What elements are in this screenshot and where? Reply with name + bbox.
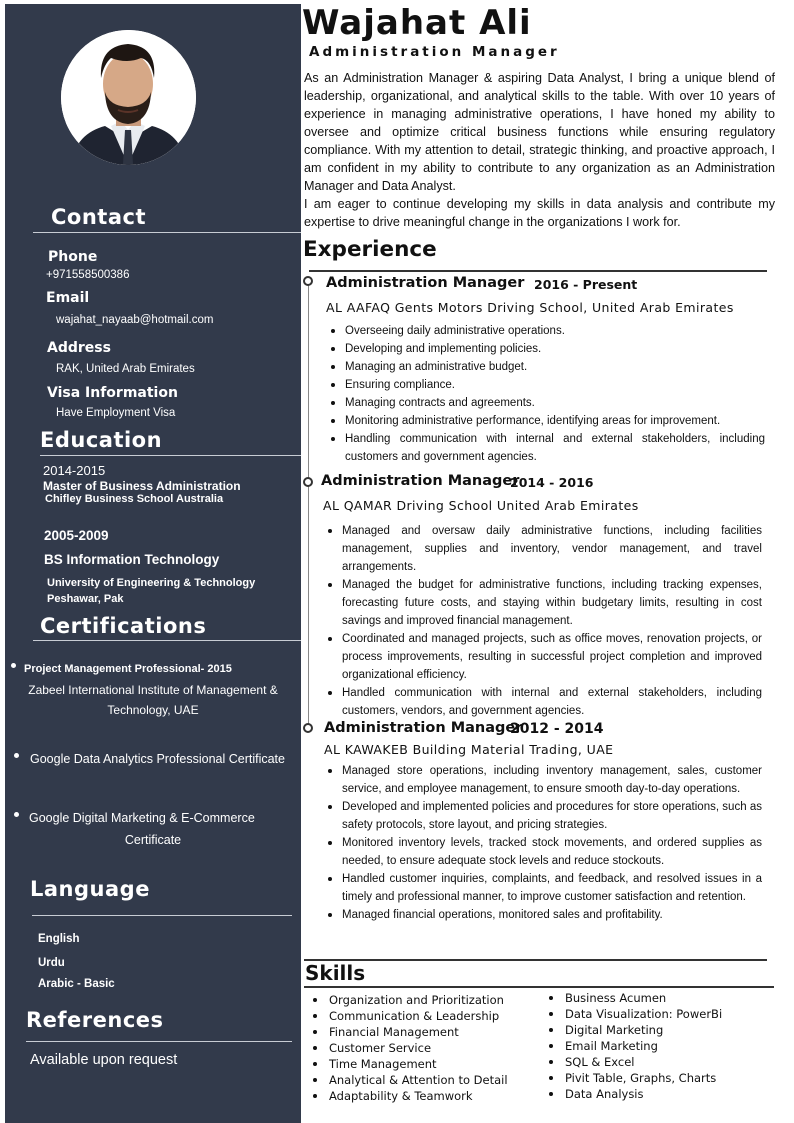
address-value: RAK, United Arab Emirates (56, 363, 195, 375)
edu-2-degree: BS Information Technology (44, 552, 220, 567)
experience-heading: Experience (303, 237, 437, 262)
cert-3-bullet (14, 812, 19, 817)
candidate-name: Wajahat Ali (302, 3, 532, 43)
duty-item: Managed and oversaw daily administrative functions, including facilities management, supplies and inventory, vendor management, and travel arrangements. (324, 522, 762, 576)
skill-item: Pivit Table, Graphs, Charts (545, 1070, 722, 1086)
duty-item: Managing contracts and agreements. (327, 394, 765, 412)
skill-item: Email Marketing (545, 1038, 722, 1054)
references-heading: References (26, 1008, 164, 1032)
cert-1-issuer-cont: Technology, UAE (107, 703, 199, 717)
skill-item: Digital Marketing (545, 1022, 722, 1038)
language-divider (32, 915, 292, 916)
duty-item: Managing an administrative budget. (327, 358, 765, 376)
duty-item: Developing and implementing policies. (327, 340, 765, 358)
duty-item: Overseeing daily administrative operations. (327, 322, 765, 340)
duty-item: Coordinated and managed projects, such as office moves, renovation projects, or process improvements, resulting in successful project completion and improved organizational efficiency. (324, 630, 762, 684)
duty-item: Handling communication with internal and external stakeholders, including customers and government agencies. (327, 430, 765, 466)
phone-value: +971558500386 (46, 269, 130, 281)
skills-list-right (545, 990, 722, 1102)
contact-heading: Contact (51, 205, 146, 229)
skill-item: Time Management (309, 1056, 508, 1072)
cert-2-title: Google Data Analytics Professional Certificate (30, 752, 285, 766)
cert-1-bullet (11, 663, 16, 668)
edu-1-school: Chifley Business School Australia (45, 493, 224, 505)
email-label: Email (46, 290, 90, 306)
timeline-dot-1 (303, 276, 313, 286)
skill-item: Analytical & Attention to Detail (309, 1072, 508, 1088)
timeline-dot-3 (303, 723, 313, 733)
edu-2-years: 2005-2009 (44, 528, 109, 543)
skills-top-divider (304, 959, 767, 961)
cert-3-title: Google Digital Marketing & E-Commerce (29, 811, 255, 825)
skill-item: Adaptability & Teamwork (309, 1088, 508, 1104)
edu-2-location: Peshawar, Pak (47, 593, 124, 605)
job-1-company: AL AAFAQ Gents Motors Driving School, United Arab Emirates (326, 300, 734, 315)
language-urdu: Urdu (38, 957, 65, 969)
job-2-dates: 2014 - 2016 (510, 475, 594, 490)
cert-1-title: Project Management Professional- 2015 (24, 663, 232, 675)
duty-item: Handled communication with internal and external stakeholders, including customers, vendors, and government agencies. (324, 684, 762, 720)
job-2-company: AL QAMAR Driving School United Arab Emirates (323, 498, 639, 513)
avatar (61, 30, 196, 165)
visa-label: Visa Information (47, 385, 178, 401)
skill-item: Communication & Leadership (309, 1008, 508, 1024)
skill-item: Customer Service (309, 1040, 508, 1056)
skills-heading: Skills (305, 961, 366, 985)
duty-item: Managed the budget for administrative functions, including tracking expenses, forecasting future costs, and staying within budgetary limits, resulting in cost savings and improved financial management. (324, 576, 762, 630)
language-arabic: Arabic - Basic (38, 978, 115, 990)
job-3-duties (324, 762, 762, 924)
job-3-company: AL KAWAKEB Building Material Trading, UAE (324, 742, 614, 757)
duty-item: Monitored inventory levels, tracked stock movements, and ordered supplies as needed, to ensure adequate stock levels and reduce stockouts. (324, 834, 762, 870)
cert-1-issuer: Zabeel International Institute of Management & (28, 683, 278, 697)
language-heading: Language (30, 877, 150, 901)
job-1-title: Administration Manager (326, 275, 525, 291)
skill-item: Financial Management (309, 1024, 508, 1040)
skill-item: Business Acumen (545, 990, 722, 1006)
job-3-title: Administration Manager (324, 720, 523, 736)
experience-divider (309, 270, 767, 272)
skills-list-left (309, 992, 508, 1104)
edu-1-years: 2014-2015 (43, 463, 106, 478)
skill-item: SQL & Excel (545, 1054, 722, 1070)
skills-divider (304, 986, 774, 988)
edu-2-school: University of Engineering & Technology (47, 577, 256, 589)
job-2-duties (324, 522, 762, 720)
duty-item: Ensuring compliance. (327, 376, 765, 394)
certifications-divider (33, 640, 301, 641)
profile-photo (61, 30, 196, 165)
education-heading: Education (40, 428, 163, 452)
duty-item: Managed financial operations, monitored sales and profitability. (324, 906, 762, 924)
references-divider (26, 1041, 292, 1042)
job-2-title: Administration Manager (321, 473, 520, 489)
skill-item: Data Analysis (545, 1086, 722, 1102)
cert-3-title-cont: Certificate (124, 833, 182, 847)
visa-value: Have Employment Visa (56, 407, 176, 419)
skill-item: Organization and Prioritization (309, 992, 508, 1008)
candidate-role: Administration Manager (309, 44, 560, 60)
duty-item: Developed and implemented policies and procedures for store operations, such as safety protocols, store layout, and pricing strategies. (324, 798, 762, 834)
cert-2-bullet (14, 753, 19, 758)
summary-paragraph-2: I am eager to continue developing my skills in data analysis and contribute my expertise to drive meaningful change in the organizations I work for. (304, 197, 775, 229)
summary-paragraph: As an Administration Manager & aspiring Data Analyst, I bring a unique blend of leadership, organizational, and analytical skills to the table. With over 10 years of experience in managing administrative operations, I have honed my ability to oversee and optimize critical business functions while ensuring regulatory compliance. With my attention to detail, strategic thinking, and proactive approach, I am confident in my ability to contribute to any organization as an Administration Manager and Data Analyst. (304, 71, 775, 193)
references-text: Available upon request (30, 1052, 178, 1068)
job-1-duties (327, 322, 765, 466)
duty-item: Managed store operations, including inventory management, sales, customer service, and employee management, to ensure smooth day-to-day operations. (324, 762, 762, 798)
timeline-line (308, 281, 309, 731)
duty-item: Handled customer inquiries, complaints, and feedback, and resolved issues in a timely and professional manner, to improve customer satisfaction and retention. (324, 870, 762, 906)
duty-item: Monitoring administrative performance, identifying areas for improvement. (327, 412, 765, 430)
certifications-heading: Certifications (40, 614, 207, 638)
job-1-dates: 2016 - Present (534, 277, 638, 292)
phone-label: Phone (48, 249, 98, 265)
email-value: wajahat_nayaab@hotmail.com (56, 314, 214, 326)
language-english: English (38, 933, 80, 945)
sidebar (5, 4, 301, 1123)
timeline-dot-2 (303, 477, 313, 487)
job-3-dates: 2012 - 2014 (510, 721, 604, 737)
contact-divider (33, 232, 301, 233)
skill-item: Data Visualization: PowerBi (545, 1006, 722, 1022)
education-divider (40, 455, 301, 456)
edu-1-degree: Master of Business Administration (43, 479, 241, 493)
address-label: Address (47, 340, 111, 356)
